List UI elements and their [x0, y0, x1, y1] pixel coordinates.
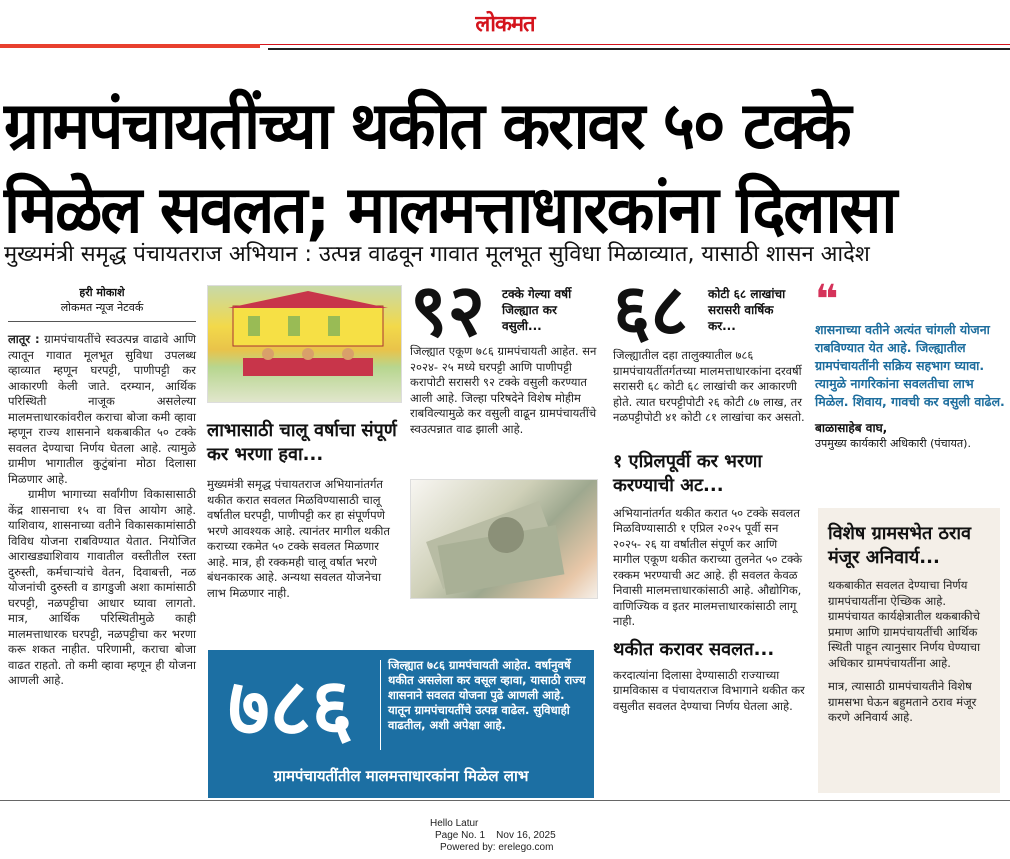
- headline-line-1: ग्रामपंचायतींच्या थकीत करावर ५० टक्के: [4, 87, 850, 164]
- currency-graphic: [411, 480, 599, 600]
- main-story-para-1-text: ग्रामपंचायतींचे स्वउत्पन्न वाढावे आणि त्यातून गावात मूलभूत सुविधा उपलब्ध व्हाव्यात म्हणून घरपट्टी, पाणीपट्टी कर आकारणी केली जाते. दरम्यान, आर्थिक परिस्थिती नाजूक असलेल्या मालमत्ताधारकांवरील कराचा बोजा कमी व्हावा म्हणून राज्य शासनाने थकबाकीत ५० टक्के सवलत देण्याचा निर्णय घेतला आहे. त्यामुळे ग्रामीण भागातील कुटुंबांना मोठा दिलासा मिळणार आहे.: [8, 332, 196, 486]
- byline-divider: [8, 321, 196, 322]
- sidebar-heading: विशेष ग्रामसभेत ठराव मंजूर अनिवार्य...: [828, 523, 971, 568]
- masthead: [0, 0, 1010, 50]
- masthead-rule-red: [0, 44, 260, 48]
- masthead-rule-black: [268, 48, 1010, 50]
- headline: [4, 84, 1008, 252]
- footer-page-number: Page No. 1: [435, 830, 486, 841]
- column-2: [207, 285, 402, 601]
- quote-attribution-name: बाळासाहेब वाघ,: [815, 421, 888, 435]
- subheadline: मुख्यमंत्री समृद्ध पंचायतराज अभियान : उत्पन्न वाढवून गावात मूलभूत सुविधा मिळाव्यात, यासाठी शासन आदेश: [4, 242, 870, 267]
- gram-panchayat-illustration: [207, 285, 402, 403]
- footer-date: Nov 16, 2025: [496, 830, 556, 841]
- stat-92-body: जिल्ह्यात एकूण ७८६ ग्रामपंचायती आहेत. सन २०२४- २५ मध्ये घरपट्टी आणि पाणीपट्टी करापोटी सरासरी ९२ टक्के वसुली करण्यात आली आहे. जिल्हा परिषदेने विशेष मोहीम राबविल्यामुळे कर वसुली वाढून ग्रामपंचायतींचे स्वउत्पन्नात वाढ झाली आहे.: [410, 344, 597, 436]
- byline-org: लोकमत न्यूज नेटवर्क: [60, 301, 144, 314]
- sidebar-body-2: मात्र, त्यासाठी ग्रामपंचायतीने विशेष ग्रामसभा घेऊन बहुमताने ठराव मंजूर करणे अनिवार्य आहे.: [828, 679, 977, 724]
- stat-786-divider: [380, 660, 381, 750]
- quote-attribution-title: उपमुख्य कार्यकारी अधिकारी (पंचायत).: [815, 437, 971, 450]
- column-5: [815, 277, 1005, 451]
- quote-icon: ❝: [815, 277, 839, 323]
- section-heading-current-year-tax: लाभासाठी चालू वर्षाचा संपूर्ण कर भरणा हवा...: [207, 420, 397, 465]
- column-3: [410, 268, 598, 599]
- section-heading-tax-relief: थकीत करावर सवलत...: [613, 638, 775, 660]
- footer-divider: [0, 800, 1010, 801]
- currency-notes-photo: [410, 479, 598, 599]
- column-main-story: [8, 285, 196, 689]
- stat-68-number: ६८: [613, 268, 688, 352]
- masthead-rule-thin: [260, 44, 1010, 45]
- stat-92-caption: टक्के गेल्या वर्षी जिल्ह्यात कर वसुली...: [502, 287, 572, 333]
- sidebar-special-gramsabha: [818, 508, 1000, 793]
- section-heading-april-deadline: १ एप्रिलपूर्वी कर भरणा करण्याची अट...: [613, 450, 762, 496]
- main-story-para-2: ग्रामीण भागाच्या सर्वांगीण विकासासाठी केंद्र शासनाचा १५ वा वित्त आयोग आहे. याशिवाय, शासनाच्या वतीने विकासकामांसाठी विविध योजना राबविण्यात येतात. नियोजित आराखड्याशिवाय गावातील वस्तीतील रस्ता दुरुस्ती, कर्मचाऱ्यांचे वेतन, दिवाबत्ती, नळ योजनांची दुरुस्ती व डागडुजी अशा कामांसाठी घरपट्टी, नळपट्टीचा आधार घ्यावा लागतो. मात्र, आर्थिक परिस्थितीमुळे काही मालमत्ताधारक घरपट्टी, नळपट्टीचा कर भरणा करू शकत नाहीत. परिणामी, कराचा बोजा वाढत राहतो. तो कमी व्हावा म्हणून ही योजना आणली आहे.: [8, 487, 196, 687]
- main-story-para-1: [8, 332, 196, 487]
- sidebar-body-1: थकबाकीत सवलत देण्याचा निर्णय ग्रामपंचायतींना ऐच्छिक आहे. ग्रामपंचायत कार्यक्षेत्रातील थकबाकीचे प्रमाण आणि ग्रामपंचायतींची आर्थिक स्थिती पाहून त्यानुसार निर्णय घेण्याचा अधिकार ग्रामपंचायतींना आहे.: [828, 578, 981, 670]
- byline-name: हरी मोकाशे: [79, 286, 125, 299]
- footer-edition: Hello Latur: [430, 818, 479, 829]
- official-quote: शासनाच्या वतीने अत्यंत चांगली योजना राबविण्यात येत आहे. जिल्ह्यातील ग्रामपंचायतींनी सक्रिय सहभाग घ्यावा. त्यामुळे नागरिकांना सवलतीचा लाभ मिळेल. शिवाय, गावची कर वसुली वाढेल.: [815, 322, 1005, 409]
- stat-68-caption: कोटी ६८ लाखांचा सरासरी वार्षिक कर...: [708, 287, 786, 333]
- stat-786-footer: ग्रामपंचायतींतील मालमत्ताधारकांना मिळेल लाभ: [273, 767, 529, 785]
- stat-68-body: जिल्ह्यातील दहा तालुक्यातील ७८६ ग्रामपंचायतींतर्गतच्या मालमत्ताधारकांना दरवर्षी सरासरी ६८ कोटी ६८ लाखांची कर आकारणी होते. त्यात घरपट्टीपोटी २६ कोटी ८७ लाख, तर नळपट्टीपोटी ४१ कोटी ८१ लाखांचा कर असतो.: [613, 348, 805, 424]
- stat-92-number: ९२: [410, 268, 485, 352]
- stat-786-box: [208, 650, 594, 798]
- current-year-tax-body: मुख्यमंत्री समृद्ध पंचायतराज अभियानांतर्गत थकीत करात सवलत मिळविण्यासाठी चालू वर्षातील घरपट्टी, पाणीपट्टी कर हा संपूर्णपणे भरणे आवश्यक आहे. त्यानंतर मागील थकीत कराच्या रकमेत ५० टक्के सवलत मिळणार आहे. मात्र, ही रक्कमही चालू वर्षात भरणे बंधनकारक आहे. अन्यथा सवलत योजनेचा लाभ मिळणार नाही.: [207, 477, 390, 600]
- illustration-graphic: [208, 286, 403, 404]
- lokmat-logo[interactable]: लोकमत: [475, 12, 535, 37]
- footer-powered-by[interactable]: Powered by: erelego.com: [440, 842, 554, 853]
- tax-relief-body: करदात्यांना दिलासा देण्यासाठी राज्याच्या ग्रामविकास व पंचायतराज विभागाने थकीत कर वसुलीत सवलत देण्याचा निर्णय घेतला आहे.: [613, 667, 805, 713]
- stat-786-text: जिल्ह्यात ७८६ ग्रामपंचायती आहेत. वर्षानुवर्षे थकीत असलेला कर वसूल व्हावा, यासाठी राज्य शासनाने सवलत योजना पुढे आणली आहे. यातून ग्रामपंचायतींचे उत्पन्न वाढेल. सुविधाही वाढतील, अशी अपेक्षा आहे.: [388, 658, 586, 732]
- april-deadline-body: अभियानांतर्गत थकीत करात ५० टक्के सवलत मिळविण्यासाठी १ एप्रिल २०२५ पूर्वी सन २०२५- २६ या वर्षातील संपूर्ण कर आणि मागील एकूण थकीत कराच्या तुलनेत ५० टक्के रक्कम भरण्याची अट आहे. ही सवलत केवळ निवासी मालमत्ताधारकांसाठी आहे. औद्योगिक, वाणिज्यिक व इतर मालमत्ताधारकांसाठी लागू नाही.: [613, 505, 803, 628]
- stat-786-number: ७८६: [228, 661, 353, 754]
- dateline: लातूर :: [8, 332, 40, 346]
- column-4: [613, 268, 805, 714]
- headline-line-2: मिळेल सवलत; मालमत्ताधारकांना दिलासा: [4, 171, 896, 248]
